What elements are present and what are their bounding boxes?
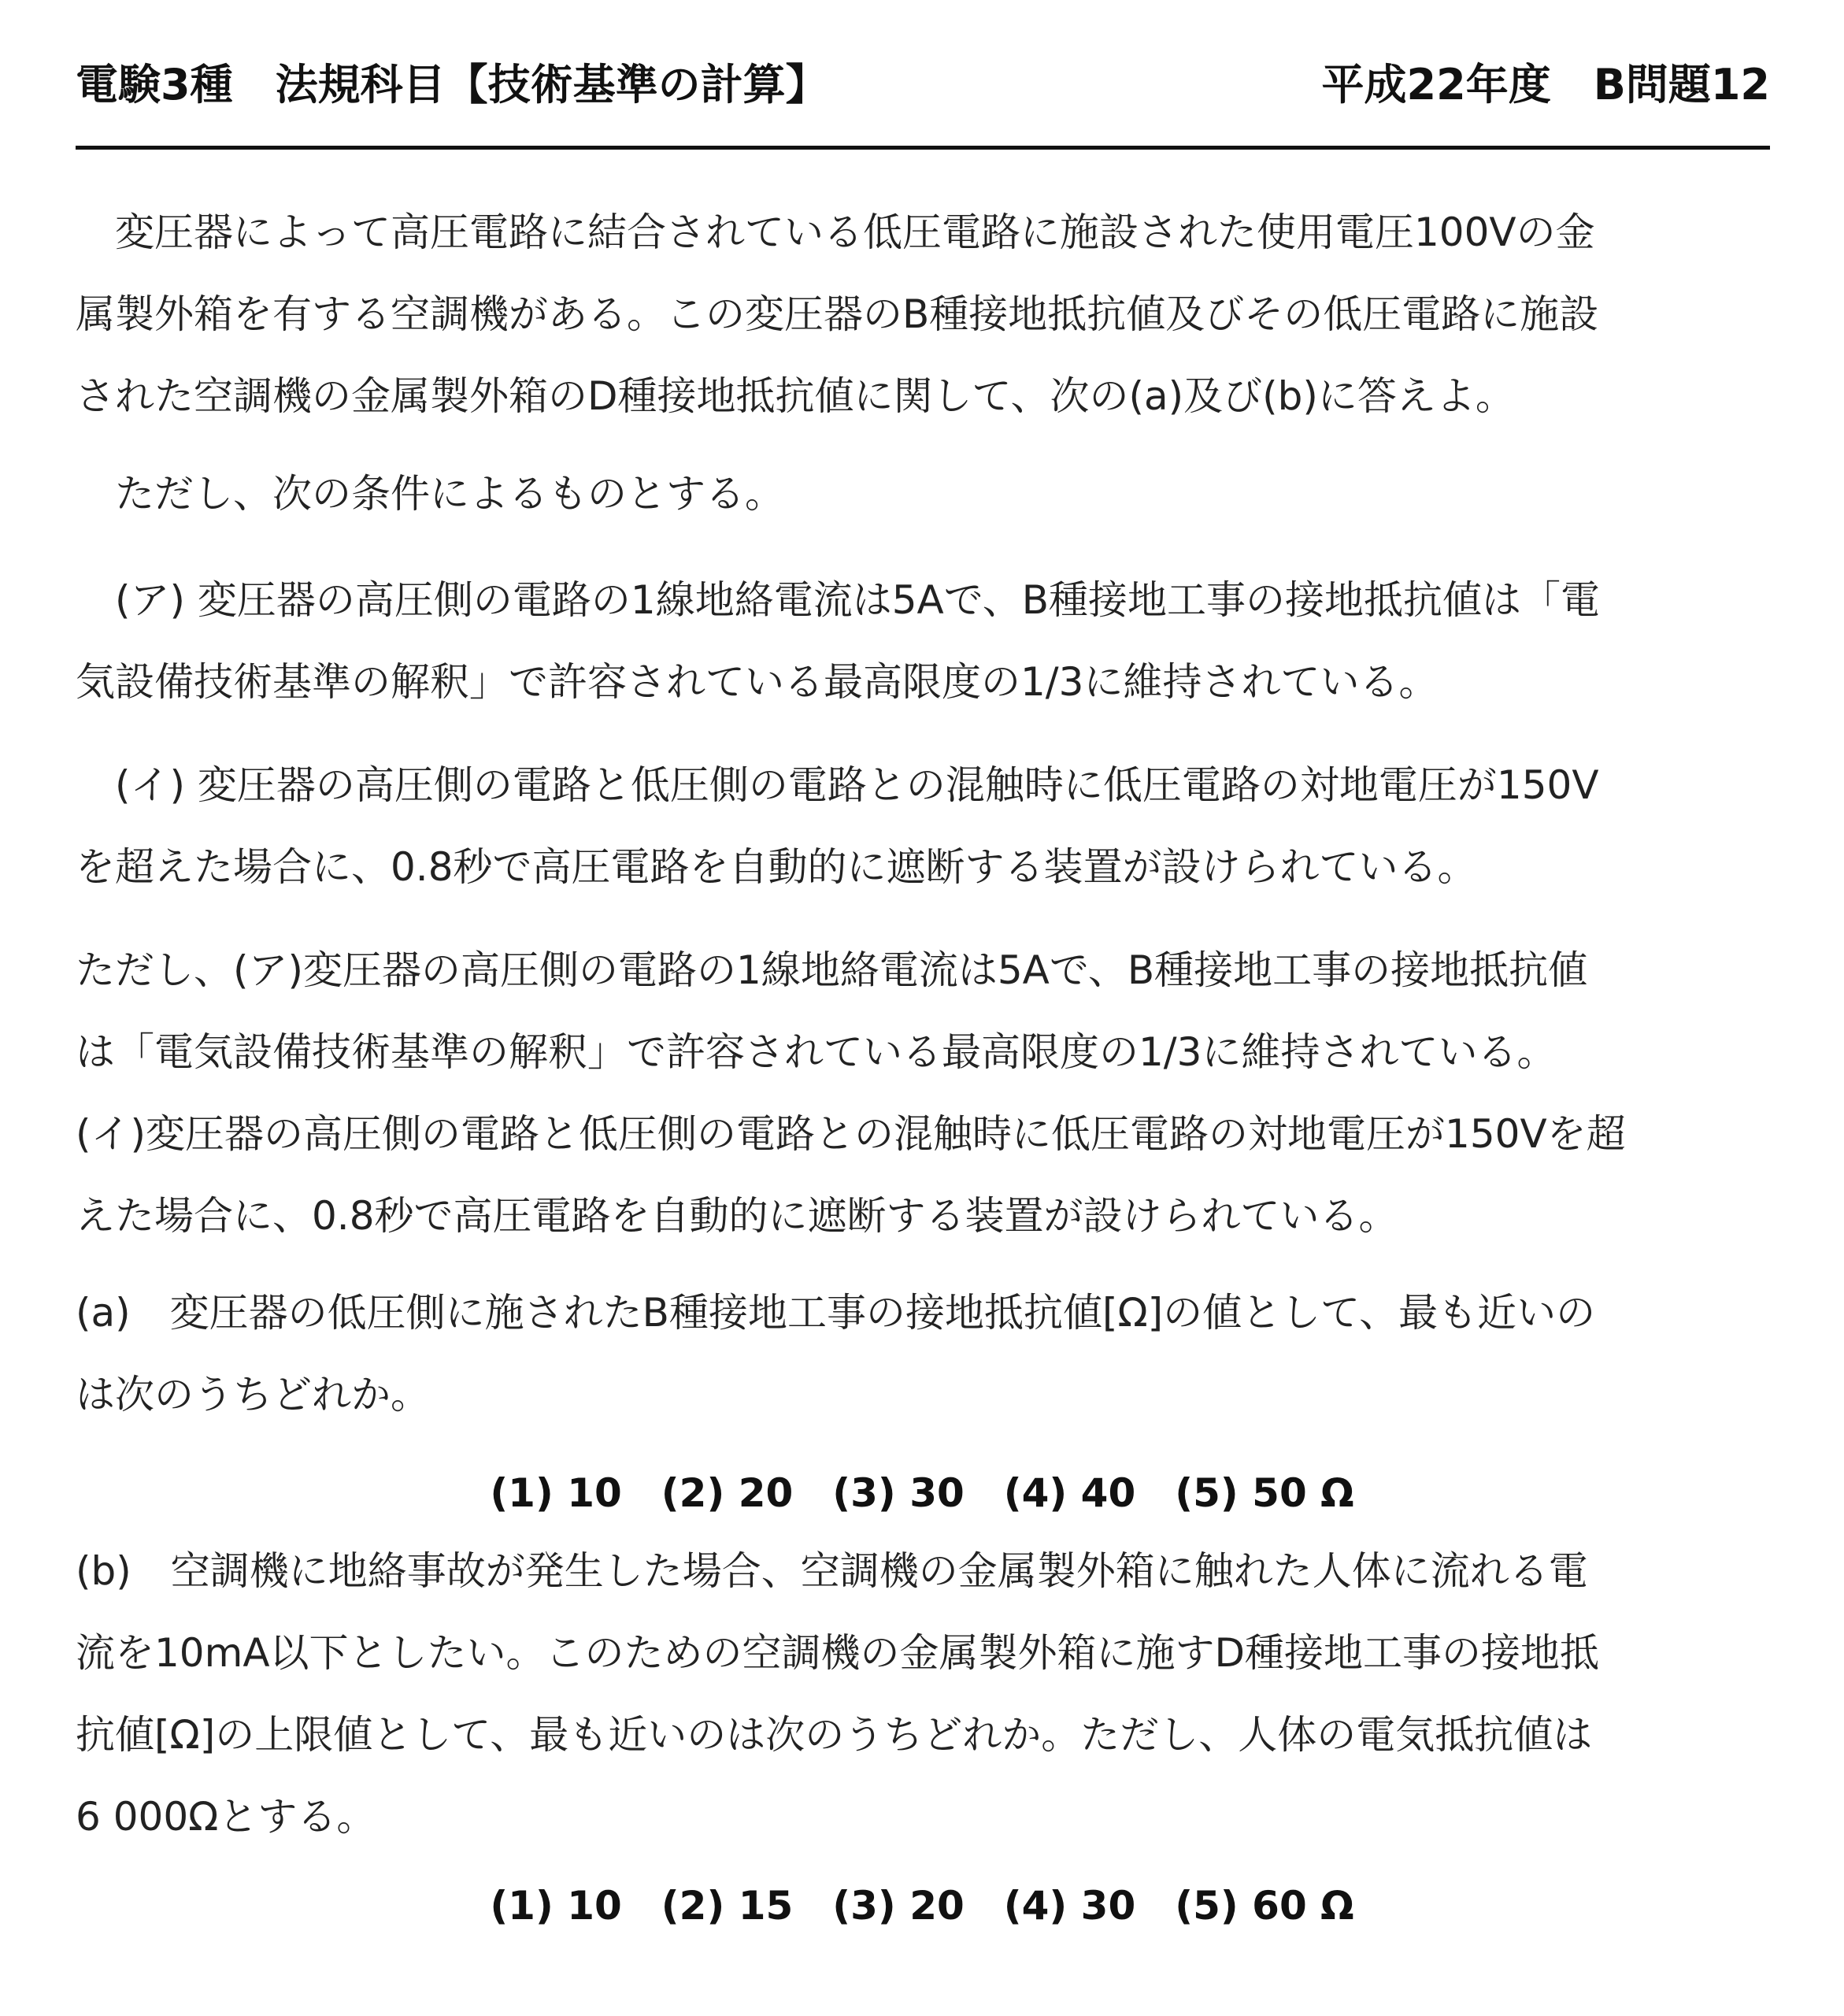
subject-title: 電験3種 法規科目【技術基準の計算】: [76, 60, 828, 109]
choices-a: (1) 10 (2) 20 (3) 30 (4) 40 (5) 50 Ω: [490, 1470, 1354, 1516]
condition-intro: ただし、次の条件によるものとする。: [76, 471, 784, 517]
condition-repeat: ただし、(ア)変圧器の高圧側の電路の1線地絡電流は5Aで、B種接地工事の接地抵抗値 は「電気設備技術基準の解釈」で許容されている最高限度の1/3に維持されている。 (イ)変圧器の高圧側の電路と低圧側の電路との混触時に低圧電路の対地電圧が150Vを超 えた場合に、0.8秒で高圧電路を自動的に遮断する装置が設けられている。: [76, 947, 1626, 1239]
problem-intro: 変圧器によって高圧電路に結合されている低圧電路に施設された使用電圧100Vの金 属製外箱を有する空調機がある。この変圧器のB種接地抵抗値及びその低圧電路に施設 された空調機の金属製外箱のD種接地抵抗値に関して、次の(a)及び(b)に答えよ。: [76, 209, 1599, 419]
page-header: [76, 46, 1770, 124]
question-b: (b) 空調機に地絡事故が発生した場合、空調機の金属製外箱に触れた人体に流れる電 流を10mA以下としたい。このための空調機の金属製外箱に施すD種接地工事の接地抵 抗値[Ω]の上限値として、最も近いのは次のうちどれか。ただし、人体の電気抵抗値は 6 000Ωとする。: [76, 1548, 1600, 1840]
header-divider: [76, 146, 1770, 150]
condition-i: (イ) 変圧器の高圧側の電路と低圧側の電路との混触時に低圧電路の対地電圧が150V を超えた場合に、0.8秒で高圧電路を自動的に遮断する装置が設けられている。: [76, 762, 1599, 890]
choices-b: (1) 10 (2) 15 (3) 20 (4) 30 (5) 60 Ω: [490, 1883, 1354, 1929]
condition-a: (ア) 変圧器の高圧側の電路の1線地絡電流は5Aで、B種接地工事の接地抵抗値は「電 気設備技術基準の解釈」で許容されている最高限度の1/3に維持されている。: [76, 577, 1601, 705]
question-a: (a) 変圧器の低圧側に施されたB種接地工事の接地抵抗値[Ω]の値として、最も近いの は次のうちどれか。: [76, 1290, 1596, 1418]
exam-year-question: 平成22年度 B問題12: [1321, 60, 1770, 109]
